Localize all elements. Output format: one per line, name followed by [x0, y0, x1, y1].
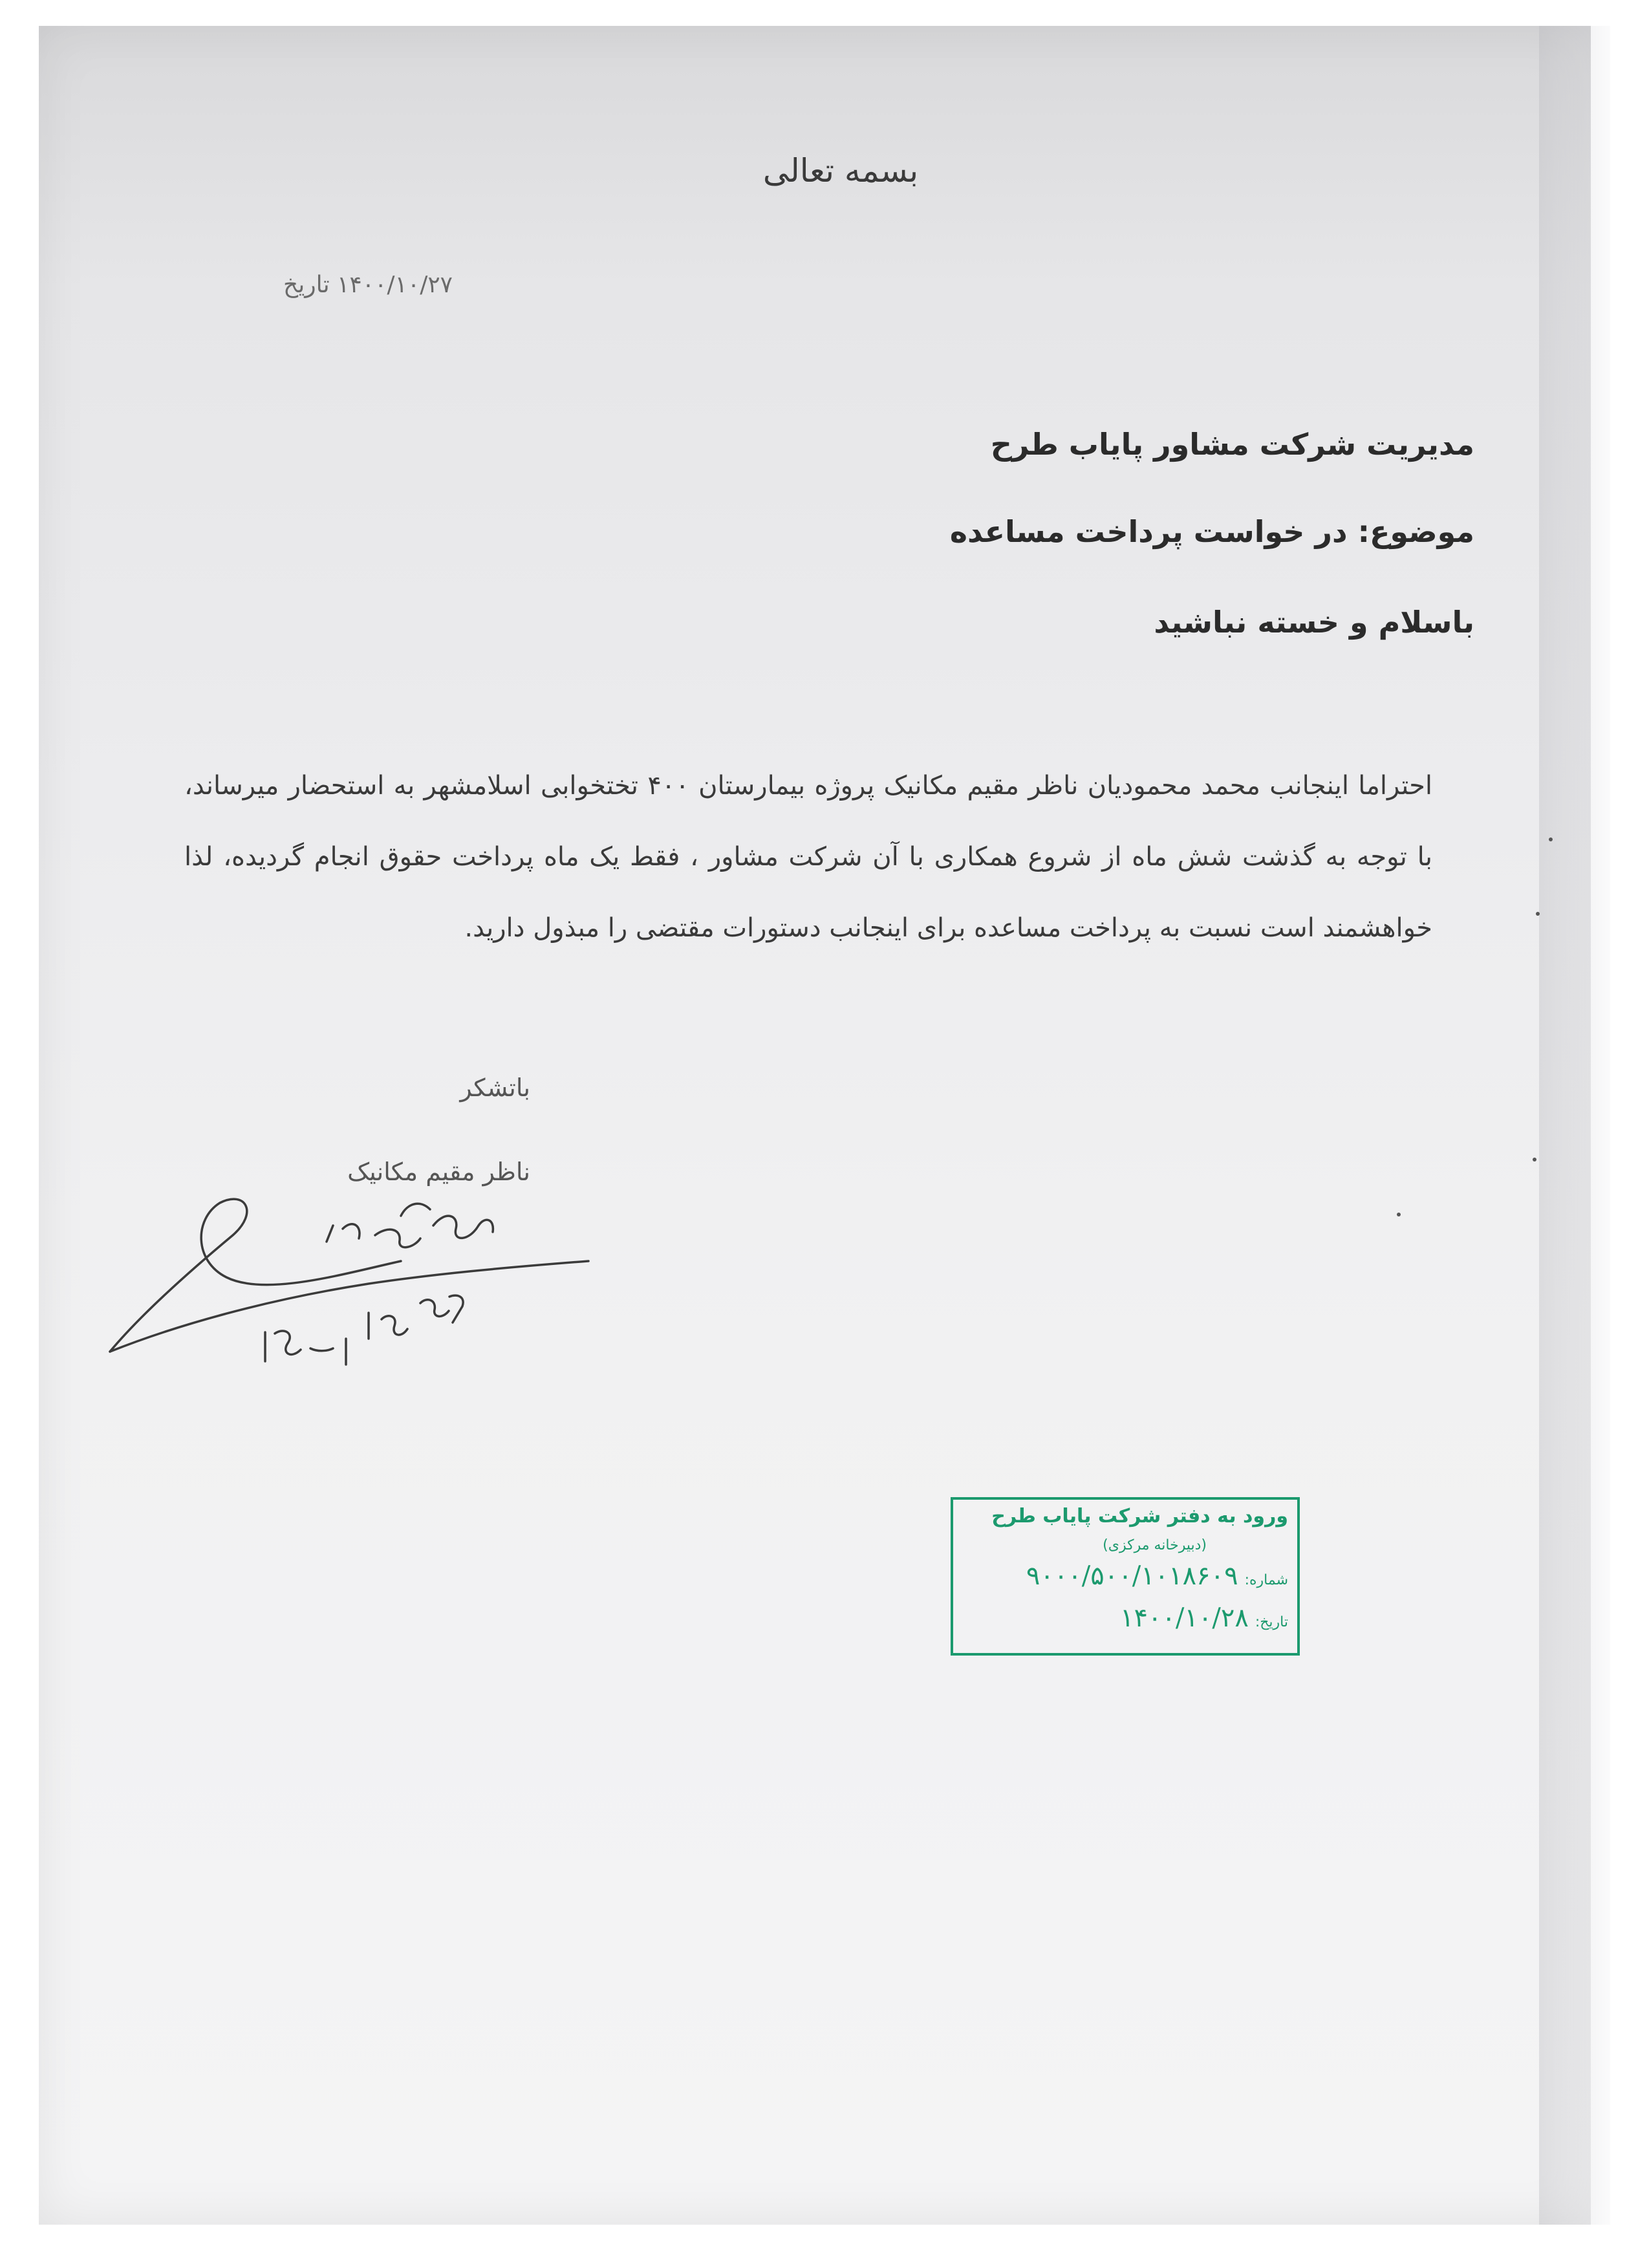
- letter-recipient: مدیریت شرکت مشاور پایاب طرح: [990, 427, 1474, 462]
- letter-date: ۱۴۰۰/۱۰/۲۷ تاریخ: [283, 272, 453, 298]
- paper-shadow-edge: [1539, 26, 1610, 2225]
- letter-closing: باتشکر: [460, 1074, 530, 1102]
- stamp-number-label: شماره:: [1244, 1572, 1288, 1588]
- stamp-date-value: ۱۴۰۰/۱۰/۲۸: [1119, 1603, 1249, 1633]
- letter-basmala: بسمه تعالی: [762, 152, 919, 189]
- stamp-number-row: [1026, 1561, 1288, 1591]
- scan-speck: [1549, 837, 1553, 841]
- letter-greeting: باسلام و خسته نباشید: [1154, 605, 1474, 640]
- stamp-date-row: [1120, 1603, 1288, 1633]
- letter-paper: [39, 26, 1591, 2225]
- scan-speck: [1536, 912, 1540, 916]
- handwritten-signature: [97, 1164, 647, 1423]
- scan-speck: [1397, 1213, 1401, 1216]
- scan-speck: [1533, 1158, 1536, 1161]
- letter-body: احتراما اینجانب محمد محمودیان ناظر مقیم مکانیک پروژه بیمارستان ۴۰۰ تختخوابی اسلامشهر به استحضار میرساند، با توجه به گذشت شش ماه از شروع همکاری با آن شرکت مشاور ، فقط یک ماه پرداخت حقوق انجام گردیده، لذا خواهشمند است نسبت به پرداخت مساعده برای اینجانب دستورات مقتضی را مبذول دارید.: [184, 771, 1432, 943]
- receipt-stamp: [951, 1497, 1300, 1656]
- stamp-subtitle: (دبیرخانه مرکزی): [1103, 1537, 1207, 1553]
- stamp-title: ورود به دفتر شرکت پایاب طرح: [991, 1505, 1288, 1528]
- letter-subject: موضوع: در خواست پرداخت مساعده: [949, 514, 1474, 549]
- stamp-date-label: تاریخ:: [1255, 1614, 1288, 1630]
- stamp-number-value: ۹۰۰۰/۵۰۰/۱۰۱۸۶۰۹: [1026, 1561, 1238, 1591]
- signer-title: ناظر مقیم مکانیک: [347, 1158, 530, 1186]
